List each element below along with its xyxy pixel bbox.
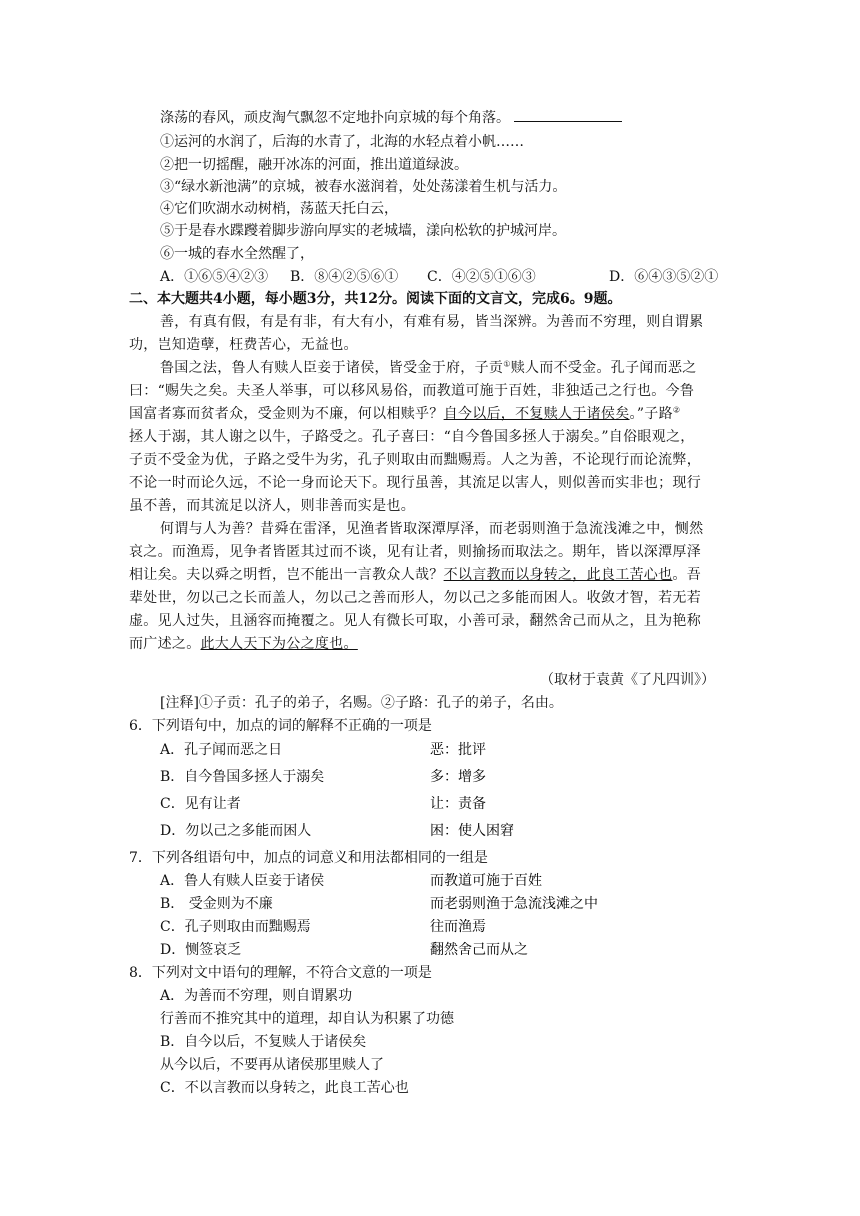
passage-p1-line1: 善，有真有假，有是有非，有大有小，有难有易，皆当深辨。为善而不穷理，则自谓累 [160, 314, 704, 330]
passage-text: 。”子路 [629, 406, 673, 422]
passage-source: （取材于袁黄《了凡四训》） [540, 672, 715, 688]
passage-text: 鲁国之法，鲁人有赎人臣妾于诸侯，皆受金于府，子贡 [160, 360, 504, 376]
q5-item-6: ⑥一城的春水全然醒了， [160, 246, 314, 262]
q5-option-b: B．⑧④②⑤⑥① [290, 269, 399, 285]
q5-option-c: C．④②⑤①⑥③ [427, 269, 536, 285]
passage-p3-line5: 虚。见人过失，且涵容而掩覆之。见人有微长可取，小善可录，翻然舍己而从之，且为艳称 [129, 613, 701, 629]
q7-option-a-pair: 而教道可施于百姓 [430, 873, 542, 889]
passage-p2-line4: 拯人于溺，其人谢之以牛，子路受之。孔子喜曰：“自今鲁国多拯人于溺矣。”自俗眼观之， [129, 429, 695, 445]
q7-option-b-pair: 而老弱则渔于急流浅滩之中 [430, 896, 598, 912]
q5-intro [160, 107, 622, 127]
q5-item-5: ⑤于是春水蹀躞着脚步游向厚实的老城墙，漾向松软的护城河岸。 [160, 223, 566, 239]
q5-item-3: ③“绿水新池满”的京城，被春水滋润着，处处荡漾着生机与活力。 [160, 179, 567, 195]
q6-option-b: B．自今鲁国多拯人于溺矣 [160, 769, 325, 785]
passage-p2-line3 [129, 403, 680, 423]
q5-item-1: ①运河的水润了，后海的水青了，北海的水轻点着小帆…… [160, 134, 524, 150]
q5-option-a: A．①⑥⑤④②③ [160, 269, 269, 285]
underlined-sentence: 此大人天下为公之度也。 [200, 636, 358, 652]
q7-option-d: D．恻签哀乏 [160, 942, 242, 958]
section-heading: 二、本大题共4小题，每小题3分，共12分。阅读下面的文言文，完成6。9题。 [129, 291, 622, 307]
q6-stem: 6．下列语句中，加点的词的解释不正确的一项是 [129, 718, 432, 734]
passage-p3-line6 [129, 633, 358, 653]
footnote: [注释]①子贡：孔子的弟子，名赐。②子路：孔子的弟子，名由。 [160, 695, 563, 711]
q8-option-a-translation: 行善而不推究其中的道理，却自认为积累了功德 [160, 1011, 454, 1027]
footnote-marker: ② [672, 405, 681, 415]
passage-text: 。吾 [672, 567, 702, 583]
q7-stem: 7．下列各组语句中，加点的词意义和用法都相同的一组是 [129, 850, 488, 866]
q6-option-a: A．孔子闻而恶之日 [160, 742, 283, 758]
q8-option-b: B．自今以后，不复赎人于诸侯矣 [160, 1034, 367, 1050]
q5-options [160, 266, 718, 286]
passage-p3-line4: 辈处世，勿以己之长而盖人，勿以己之善而形人，勿以己之多能而困人。收敛才智，若无若 [129, 590, 701, 606]
underlined-sentence: 不以言教而以身转之，此良工苦心也 [443, 567, 673, 583]
q7-option-c: C．孔子则取由而黜赐焉 [160, 919, 311, 935]
q8-option-c: C．不以言教而以身转之，此良工苦心也 [160, 1080, 409, 1096]
passage-text: 而广述之。 [129, 636, 201, 652]
q7-option-b: B． 受金则为不廉 [160, 896, 273, 912]
answer-blank [514, 107, 622, 122]
q7-option-c-pair: 往而渔焉 [430, 919, 486, 935]
q8-stem: 8．下列对文中语句的理解，不符合文意的一项是 [129, 965, 432, 981]
passage-p2-line7: 虽不善，而其流足以济人，则非善而实是也。 [129, 498, 415, 514]
q5-option-d: D．⑥④③⑤②① [609, 269, 719, 285]
q6-option-a-gloss: 恶：批评 [430, 742, 486, 758]
q5-item-2: ②把一切摇醒，融开冰冻的河面，推出道道绿波。 [160, 157, 468, 173]
q5-item-4: ④它们吹湖水动树梢，荡蓝天托白云， [160, 201, 398, 217]
q7-option-a: A．鲁人有赎人臣妾于诸侯 [160, 873, 325, 889]
passage-p3-line3 [129, 564, 701, 584]
passage-text: 赎人而不受金。孔子闻而恶之 [510, 360, 697, 376]
passage-text: 国富者寡而贫者众，受金则为不廉，何以相赎乎？ [129, 406, 444, 422]
q8-option-a: A．为善而不穷理，则自谓累功 [160, 988, 353, 1004]
q6-option-c: C．见有让者 [160, 796, 241, 812]
passage-p3-line2: 哀之。而渔焉，见争者皆匿其过而不谈，见有让者，则揄扬而取法之。期年，皆以深潭厚泽 [129, 544, 701, 560]
passage-p2-line5: 子贡不受金为优，子路之受牛为劣，孔子则取由而黜赐焉。人之为善，不论现行而论流弊， [129, 452, 701, 468]
q7-option-d-pair: 翻然舍己而从之 [430, 942, 528, 958]
q5-intro-text: 涤荡的春风，顽皮淘气飘忽不定地扑向京城的每个角落。 [160, 110, 510, 126]
q8-option-b-translation: 从今以后，不要再从诸侯那里赎人了 [160, 1057, 384, 1073]
footnote-marker: ① [503, 359, 511, 369]
q6-option-d: D．勿以己之多能而困人 [160, 823, 312, 839]
passage-p2-line2: 曰：“赐失之矣。夫圣人举事，可以移风易俗，而教道可施于百姓，非独适己之行也。今鲁 [129, 383, 695, 399]
passage-text: 相让矣。夫以舜之明哲，岂不能出一言教众人哉？ [129, 567, 444, 583]
passage-p3-line1: 何谓与人为善？昔舜在雷泽，见渔者皆取深潭厚泽，而老弱则渔于急流浅滩之中，恻然 [160, 521, 704, 537]
underlined-sentence: 自今以后，不复赎人于诸侯矣 [443, 406, 630, 422]
q6-option-d-gloss: 困：使人困窘 [430, 823, 514, 839]
q6-option-b-gloss: 多：增多 [430, 769, 486, 785]
passage-p2-line6: 不论一时而论久远，不论一身而论天下。现行虽善，其流足以害人，则似善而实非也；现行 [129, 475, 701, 491]
q6-option-c-gloss: 让：责备 [430, 796, 486, 812]
passage-p2-line1 [160, 357, 697, 377]
passage-p1-line2: 功，岂知造孽，枉费苦心，无益也。 [129, 337, 358, 353]
